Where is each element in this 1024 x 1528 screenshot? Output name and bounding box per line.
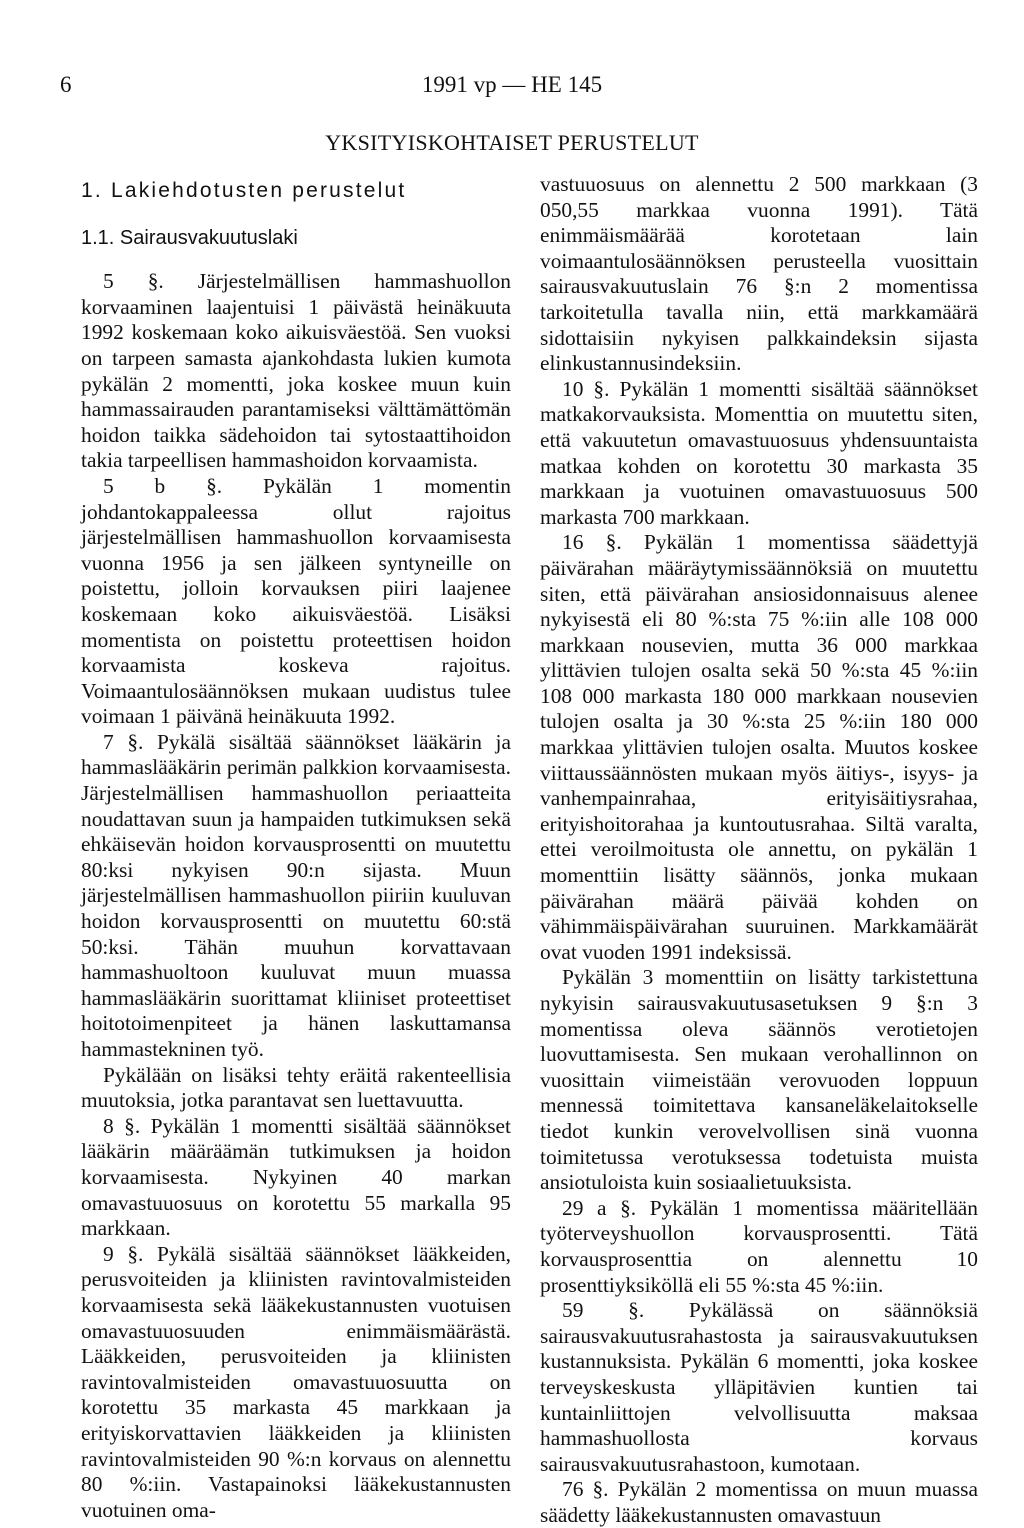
section-heading: YKSITYISKOHTAISET PERUSTELUT bbox=[325, 130, 699, 155]
paragraph-8: 8 §. Pykälän 1 momentti sisältää säännökset lääkärin määräämän tutkimuksen ja hoidon korvaamisesta. Nykyinen 40 markan omavastuuosuus on korotettu 55 markalla 95 markkaan. bbox=[81, 1113, 511, 1241]
paragraph-5b: 5 b §. Pykälän 1 momentin johdantokappaleessa ollut rajoitus järjestelmällisen hammashuollon korvaamisesta vuonna 1956 ja sen jälkeen syntyneille on poistettu, jolloin korvauksen piiri laajenee koskemaan koko aikuisväestöä. Lisäksi momentista on poistettu proteettisen hoidon korvaamista koskeva rajoitus. Voimaantulosäännöksen mukaan uudistus tulee voimaan 1 päivänä heinäkuuta 1992. bbox=[81, 473, 511, 729]
paragraph-7-extra: Pykälään on lisäksi tehty eräitä rakenteellisia muutoksia, jotka parantavat sen luettavuutta. bbox=[81, 1062, 511, 1113]
paragraph-9: 9 §. Pykälä sisältää säännökset lääkkeiden, perusvoiteiden ja kliinisten ravintovalmisteiden korvaamisesta sekä lääkekustannusten vuotuisen omavastuuosuuden enimmäismäärästä. Lääkkeiden, perusvoiteiden ja kliinisten ravintovalmisteiden omavastuuosuutta on korotettu 35 markasta 45 markkaan ja erityiskorvattavien lääkkeiden ja kliinisten ravintovalmisteiden 90 %:n korvaus on alennettu 80 %:iin. Vastapainoksi lääkekustannusten vuotuinen oma- bbox=[81, 1241, 511, 1522]
paragraph-76: 76 §. Pykälän 2 momentissa on muun muassa säädetty lääkekustannusten omavastuun bbox=[540, 1477, 978, 1527]
left-column bbox=[81, 172, 511, 1523]
paragraph-7: 7 §. Pykälä sisältää säännökset lääkärin ja hammaslääkärin perimän palkkion korvaamisesta. Järjestelmällisen hammashuollon periaatteita noudattavan suun ja hampaiden tutkimuksen sekä ehkäisevän hoidon korvausprosentti on muutettu 80:ksi nykyisen 90:n sijasta. Muun järjestelmällisen hammashuollon piiriin kuuluvan hoidon korvausprosentti on muutettu 60:stä 50:ksi. Tähän muuhun korvattavaan hammashuoltoon kuuluvat muun muassa hammaslääkärin suorittamat kliiniset proteettiset hoitotoimenpiteet ja hänen laskuttamansa hammastekninen työ. bbox=[81, 729, 511, 1061]
right-column bbox=[540, 172, 978, 1528]
paragraph-59: 59 §. Pykälässä on säännöksiä sairausvakuutusrahastosta ja sairausvakuutuksen kustannuksista. Pykälän 6 momentti, joka koskee terveyskeskusta ylläpitävien kuntien tai kuntainliittojen velvollisuutta maksaa hammashuollosta korvaus sairausvakuutusrahastoon, kumotaan. bbox=[540, 1298, 978, 1476]
running-head: 1991 vp — HE 145 bbox=[421, 72, 603, 97]
subsection-heading: 1.1. Sairausvakuutuslaki bbox=[81, 226, 298, 249]
page-number: 6 bbox=[60, 72, 72, 97]
paragraph-5: 5 §. Järjestelmällisen hammashuollon korvaaminen laajentuisi 1 päivästä heinäkuuta 1992 koskemaan koko aikuisväestöä. Sen vuoksi on tarpeen samasta ajankohdasta lukien kumota pykälän 2 momentti, joka koskee muun kuin hammassairauden parantamiseksi välttämättömän hoidon taikka sädehoidon tai sytostaattihoidon takia tarpeellisen hammashoidon korvaamista. bbox=[81, 269, 511, 473]
paragraph-16: 16 §. Pykälän 1 momentissa säädettyjä päivärahan määräytymissäännöksiä on muutettu siten, että päivärahan ansiosidonnaisuus alenee nykyisestä eli 80 %:sta 75 %:iin alle 108 000 markkaan nousevien, mutta 36 000 markkaa ylittävien tulojen osalta sekä 50 %:sta 45 %:iin 108 000 markasta 180 000 markkaan nousevien tulojen osalta ja 30 %:sta 25 %:iin 180 000 markkaa ylittävien tulojen osalta. Muutos koskee viittaussäännösten mukaan myös äitiys-, isyys- ja vanhempainrahaa, erityisäitiysrahaa, erityishoitorahaa ja kuntoutusrahaa. Siltä varalta, ettei veroilmoitusta ole annettu, on pykälän 1 momenttiin lisätty säännös, jonka mukaan päivärahan määrä päivää kohden on vähimmäispäivärahan suuruinen. Markkamäärät ovat vuoden 1991 indeksissä. bbox=[540, 530, 978, 964]
paragraph-9-continued: vastuuosuus on alennettu 2 500 markkaan (3 050,55 markkaa vuonna 1991). Tätä enimmäismäärää korotetaan lain voimaantulosäännöksen perusteella vuosittain sairausvakuutuslain 76 §:n 2 momentissa tarkoitetulla tavalla niin, että markkamäärä sidottaisiin nykyisen palkkaindeksin sijasta elinkustannusindeksiin. bbox=[540, 172, 978, 376]
paragraph-16-moment-3: Pykälän 3 momenttiin on lisätty tarkistettuna nykyisin sairausvakuutusasetuksen 9 §:n 3 momentissa oleva säännös verotietojen luovuttamisesta. Sen mukaan verohallinnon on vuosittain viimeistään verovuoden loppuun mennessä toimitettava kansaneläkelaitokselle tiedot kunkin verovelvollisen sinä vuonna toimitetussa verotuksessa todetuista muista ansiotuloista kuin sosiaalietuuksista. bbox=[540, 965, 978, 1195]
paragraph-29a: 29 a §. Pykälän 1 momentissa määritellään työterveyshuollon korvausprosentti. Tätä korvausprosenttia on alennettu 10 prosenttiyksiköllä eli 55 %:sta 45 %:iin. bbox=[540, 1195, 978, 1297]
chapter-heading: 1. Lakiehdotusten perustelut bbox=[81, 179, 407, 202]
paragraph-10: 10 §. Pykälän 1 momentti sisältää säännökset matkakorvauksista. Momenttia on muutettu siten, että vakuutetun omavastuuosuus yhdensuuntaista matkaa kohden on korotettu 30 markasta 35 markkaan ja vuotuinen omavastuuosuus 500 markasta 700 markkaan. bbox=[540, 376, 978, 529]
